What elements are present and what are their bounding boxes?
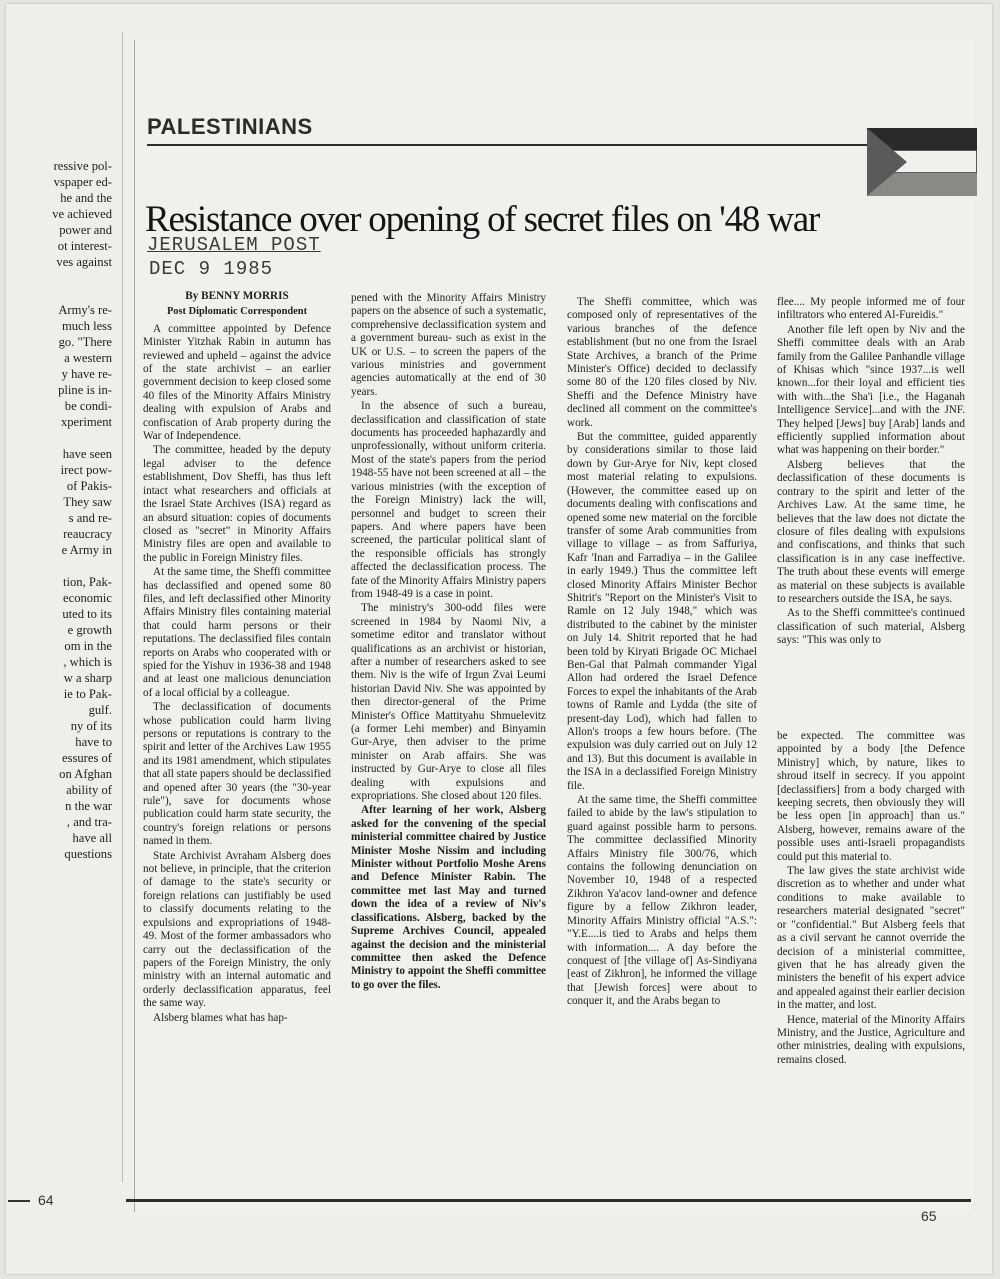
adjacent-page-fragment bbox=[6, 4, 118, 1274]
left-page-text-line: gulf. bbox=[88, 703, 112, 717]
palestinian-flag-icon bbox=[867, 128, 977, 196]
paragraph: The ministry's 300-odd files were screened in 1984 by Naomi Niv, a sometime editor and translator without qualifications as an archivist or historian, after a number of researchers asked to see them. Niv is the wife of Irgun Zvai Leumi historian David Niv. She was appointed by then director-general of the Prime Minister's Office Mattityahu Shmuelevitz (a former Lehi member) and Binyamin Gur-Arye, then adviser to the prime minister on Arab affairs. She was instructed by Gur-Arye to close all files dealing with expulsions and expropriations. She closed about 120 files. bbox=[351, 602, 546, 803]
paragraph: At the same time, the Sheffi committee failed to abide by the law's stipulation to guard against possible harm to persons. The committee declassified Minority Affairs Ministry file 300/76, which contains the following denunciation on November 10, 1948 of a respected Zikhron Ya'acov land-owner and defence figure by a fellow Zikhron leader, Minority Affairs Ministry official "A.S.": "Y.E....is tied to Arabs and helps them with information.... A day before the conquest of [the village of] As-Sindiyana [east of Zikhron], he informed the village that [Jewish forces] were about to conquer it, and the Arabs began to bbox=[567, 794, 757, 1008]
paragraph: be expected. The committee was appointed by a body [the Defence Ministry] which, by nature, likes to shroud itself in secrecy. If you appoint [declassifiers] from a body charged with keeping secrets, then obviously they will be less open [in approach] than us." Alsberg, however, remains aware of the possible uses anti-Israeli propagandists could put this material to. bbox=[777, 730, 965, 863]
left-page-text-line: reaucracy bbox=[63, 527, 112, 541]
left-page-text-line: of Pakis- bbox=[66, 479, 112, 493]
byline: By BENNY MORRIS bbox=[185, 290, 289, 302]
left-page-text-line: uted to its bbox=[62, 607, 112, 621]
clipping-fold bbox=[122, 32, 129, 1182]
left-page-text-line: They saw bbox=[63, 495, 112, 509]
paragraph: After learning of her work, Alsberg asked for the convening of the special ministerial committee chaired by Justice Minister Moshe Nissim and including Minister without Portfolio Moshe Arens and Defence Minister Rabin. The committee met last May and turned down the idea of a review of Niv's classifications. Alsberg, backed by the Supreme Archives Council, appealed against the decision and the ministerial committee then asked the Defence Ministry to appoint the Sheffi committee to go over the files. bbox=[351, 804, 546, 991]
paragraph: The declassification of documents whose publication could harm living persons or reputations is contrary to the spirit and letter of the Archives Law 1955 and its 1981 amendment, which stipulates that all state papers should be declassified and opened after 30 years (the "30-year rule"), save for documents whose publication could harm state security, the country's foreign relations or persons named in them. bbox=[143, 701, 331, 848]
left-page-text-line: much less bbox=[61, 319, 112, 333]
left-page-text-line: ressive pol- bbox=[53, 159, 112, 173]
left-page-text-line: , which is bbox=[63, 655, 112, 669]
left-page-text-line: ot interest- bbox=[57, 239, 112, 253]
article-column-3 bbox=[567, 296, 757, 1010]
paragraph: Alsberg believes that the declassification of these documents is contrary to the spirit and letter of the Archives Law. At the same time, he believes that the law does not dictate the closure of files dealing with expulsions and confiscations, and thinks that such classification is in any case ineffective. The truth about these events will emerge as material on these subjects is available to researchers outside the ISA, he says. bbox=[777, 458, 965, 605]
paragraph: As to the Sheffi committee's continued classification of such material, Alsberg says: "This was only to bbox=[777, 607, 965, 647]
paragraph: Alsberg blames what has hap- bbox=[153, 1011, 288, 1024]
left-page-text-line: xperiment bbox=[60, 415, 112, 429]
left-page-text-line: w a sharp bbox=[63, 671, 112, 685]
left-page-text-line: have seen bbox=[62, 447, 112, 461]
left-page-text-line: economic bbox=[63, 591, 112, 605]
left-page-number-text: 64 bbox=[38, 1192, 54, 1208]
paragraph: flee.... My people informed me of four infiltrators who entered Al-Fureidis." bbox=[777, 296, 965, 322]
paragraph: In the absence of such a bureau, declassification and classification of state documents has proceeded haphazardly and unprofessionally, without uniform criteria. Most of the state's papers from the period 1948-55 have not been screened at all – the various ministries (with the exception of the Foreign Ministry) lack the will, personnel and budget to screen their papers. And where papers have been screened, the particular political slant of the responsible officials has strongly affected the declassification process. The fate of the Minority Affairs Ministry papers from 1948-49 is a case in point. bbox=[351, 400, 546, 600]
page-sheet bbox=[6, 4, 992, 1274]
paragraph: At the same time, the Sheffi committee has declassified and opened some 80 files, and left declassified other Minority Affairs Ministry files containing material that could harm persons or their reputations. The declassified files contain reports on Arabs who cooperated with or spied for the Yishuv in 1936-38 and 1948 and at least one malicious denunciation of a local official by a colleague. bbox=[143, 566, 331, 699]
page-number-dash bbox=[8, 1200, 30, 1202]
stamp-date: DEC 9 1985 bbox=[149, 258, 274, 280]
bottom-rule bbox=[126, 1199, 971, 1202]
byline-title: Post Diplomatic Correspondent bbox=[166, 306, 308, 318]
paragraph: The committee, headed by the deputy legal adviser to the defence establishment, Dov Sheffi, has thus left intact what researchers and officials at the Israel State Archives (ISA) regard as an absurd situation: copies of documents closed as "secret" in Minority Affairs Ministry files are open and available to the public in Foreign Ministry files. bbox=[143, 444, 331, 564]
left-page-text-line: ie to Pak- bbox=[63, 687, 112, 701]
section-rule bbox=[147, 144, 877, 146]
left-page-text-line: ability of bbox=[66, 783, 112, 797]
paragraph: Hence, material of the Minority Affairs Ministry, and the Justice, Agriculture and other ministries, dealing with expulsions, remains closed. bbox=[777, 1013, 965, 1066]
right-page-number: 65 bbox=[921, 1208, 937, 1224]
paragraph: But the committee, guided apparently by considerations similar to those laid down by Gur-Arye for Niv, kept closed most material relating to expulsions. (However, the committee eased up on documents dealing with confiscations and opened some new material on the forcible transfer of some Arab communities from village to village – as from Saffuriya, Kafr 'Inan and Farradiya – in the Galilee in early 1949.) Thus the committee left closed Minority Affairs Minister Bechor Shitrit's "Report on the Minister's Visit to Ramle on 12 July 1948," which was distributed to the cabinet by the minister on July 14. Shitrit reported that he had been told by Kiryati Brigade OC Michael Ben-Gal that Palmah commander Yigal Allon had ordered the Israel Defence Forces to expel the inhabitants of the Arab towns of Ramle and Lydda (the site of present-day Lod), which had fallen to Allon's troops a few hours before. (The expulsion was duly carried out on July 12 and 13). But this document is available in the ISA in a declassified Foreign Ministry file. bbox=[567, 431, 757, 792]
paragraph: pened with the Minority Affairs Ministry papers on the absence of such a systematic, comprehensive declassification system and a government bureau- such as exist in the UK or U.S. – to screen the papers of the various ministries and government agencies automatically at the end of 30 years. bbox=[351, 292, 546, 398]
section-label: PALESTINIANS bbox=[147, 114, 313, 139]
paragraph: The Sheffi committee, which was composed only of representatives of the various branches of the defence establishment (but no one from the Israel State Archives, a branch of the Prime Minister's Office) decided to declassify some 80 of the 120 files closed by Niv. Sheffi and the Defence Ministry have declined all comment on the committee's work. bbox=[567, 296, 757, 429]
left-page-text-line: tion, Pak- bbox=[63, 575, 112, 589]
left-page-text-line: e Army in bbox=[61, 543, 112, 557]
article-column-5 bbox=[777, 730, 965, 1068]
left-page-text-line: n the war bbox=[65, 799, 112, 813]
paragraph: Another file left open by Niv and the Sheffi committee deals with an Arab family from the Galilee Panhandle village of Khisas which "since 1937...is well known...for their loyal and efficient ties with with...the Sha'i [i.e., the Haganah Intelligence Service]...and with the JNF. They helped [Jews] buy [Arab] lands and efficiently supplied information about what was happening on their border." bbox=[777, 323, 965, 457]
newspaper-clipping bbox=[134, 40, 973, 1212]
left-page-text-line: have all bbox=[72, 831, 112, 845]
stamp-paper: JERUSALEM POST bbox=[147, 234, 321, 256]
left-page-text-line: a western bbox=[64, 351, 112, 365]
left-page-number bbox=[8, 1192, 54, 1208]
left-page-text-line: vspaper ed- bbox=[53, 175, 112, 189]
left-page-text-line: Army's re- bbox=[58, 303, 112, 317]
left-page-text-line: ves against bbox=[56, 255, 112, 269]
left-page-text-line: questions bbox=[64, 847, 112, 861]
left-page-text-line: irect pow- bbox=[60, 463, 112, 477]
left-page-text-line: e growth bbox=[67, 623, 112, 637]
paragraph: The law gives the state archivist wide discretion as to whether and under what conditions to make available to researchers material designated "secret" or "confidential." But Alsberg feels that as a civil servant he cannot override the decision of a ministerial committee, given that he has already given the ministers the benefit of his expert advice and appealed against their earlier decision in the matter, and lost. bbox=[777, 865, 965, 1012]
left-page-text-line: y have re- bbox=[61, 367, 112, 381]
left-page-text-line: be condi- bbox=[64, 399, 112, 413]
left-page-text-line: he and the bbox=[60, 191, 112, 205]
left-page-text-line: ny of its bbox=[70, 719, 112, 733]
left-page-text-line: s and re- bbox=[68, 511, 112, 525]
left-page-text-line: essures of bbox=[61, 751, 112, 765]
article-column-4 bbox=[777, 296, 965, 649]
left-page-text-line: pline is in- bbox=[58, 383, 112, 397]
left-page-text-line: power and bbox=[59, 223, 112, 237]
article-column-2 bbox=[351, 292, 546, 993]
paragraph: State Archivist Avraham Alsberg does not believe, in principle, that the criterion of damage to the state's security or foreign relations can justifiably be used to classify documents relating to the expulsions and expropriations of 1948-49. Most of the former ambassadors who carry out the declassification of the papers of the Foreign Ministry, the only ministry with an internal automatic and orderly declassification apparatus, feel the same way. bbox=[143, 849, 331, 1010]
left-page-text-line: go. "There bbox=[58, 335, 112, 349]
headline: Resistance over opening of secret files on '48 war bbox=[145, 199, 820, 240]
left-page-text-line: have to bbox=[75, 735, 112, 749]
paragraph: A committee appointed by Defence Minister Yitzhak Rabin in autumn has reviewed and upheld – against the advice of the state archivist – an earlier government decision to keep closed some 40 files of the Minority Affairs Ministry dealing with expulsion of Arabs and confiscation of Arab property during the War of Independence. bbox=[143, 322, 331, 443]
left-page-text-line: on Afghan bbox=[59, 767, 112, 781]
left-page-text-line: , and tra- bbox=[66, 815, 112, 829]
left-page-text-line: ve achieved bbox=[52, 207, 112, 221]
article-column-1 bbox=[143, 290, 331, 1026]
left-page-text-line: om in the bbox=[64, 639, 112, 653]
